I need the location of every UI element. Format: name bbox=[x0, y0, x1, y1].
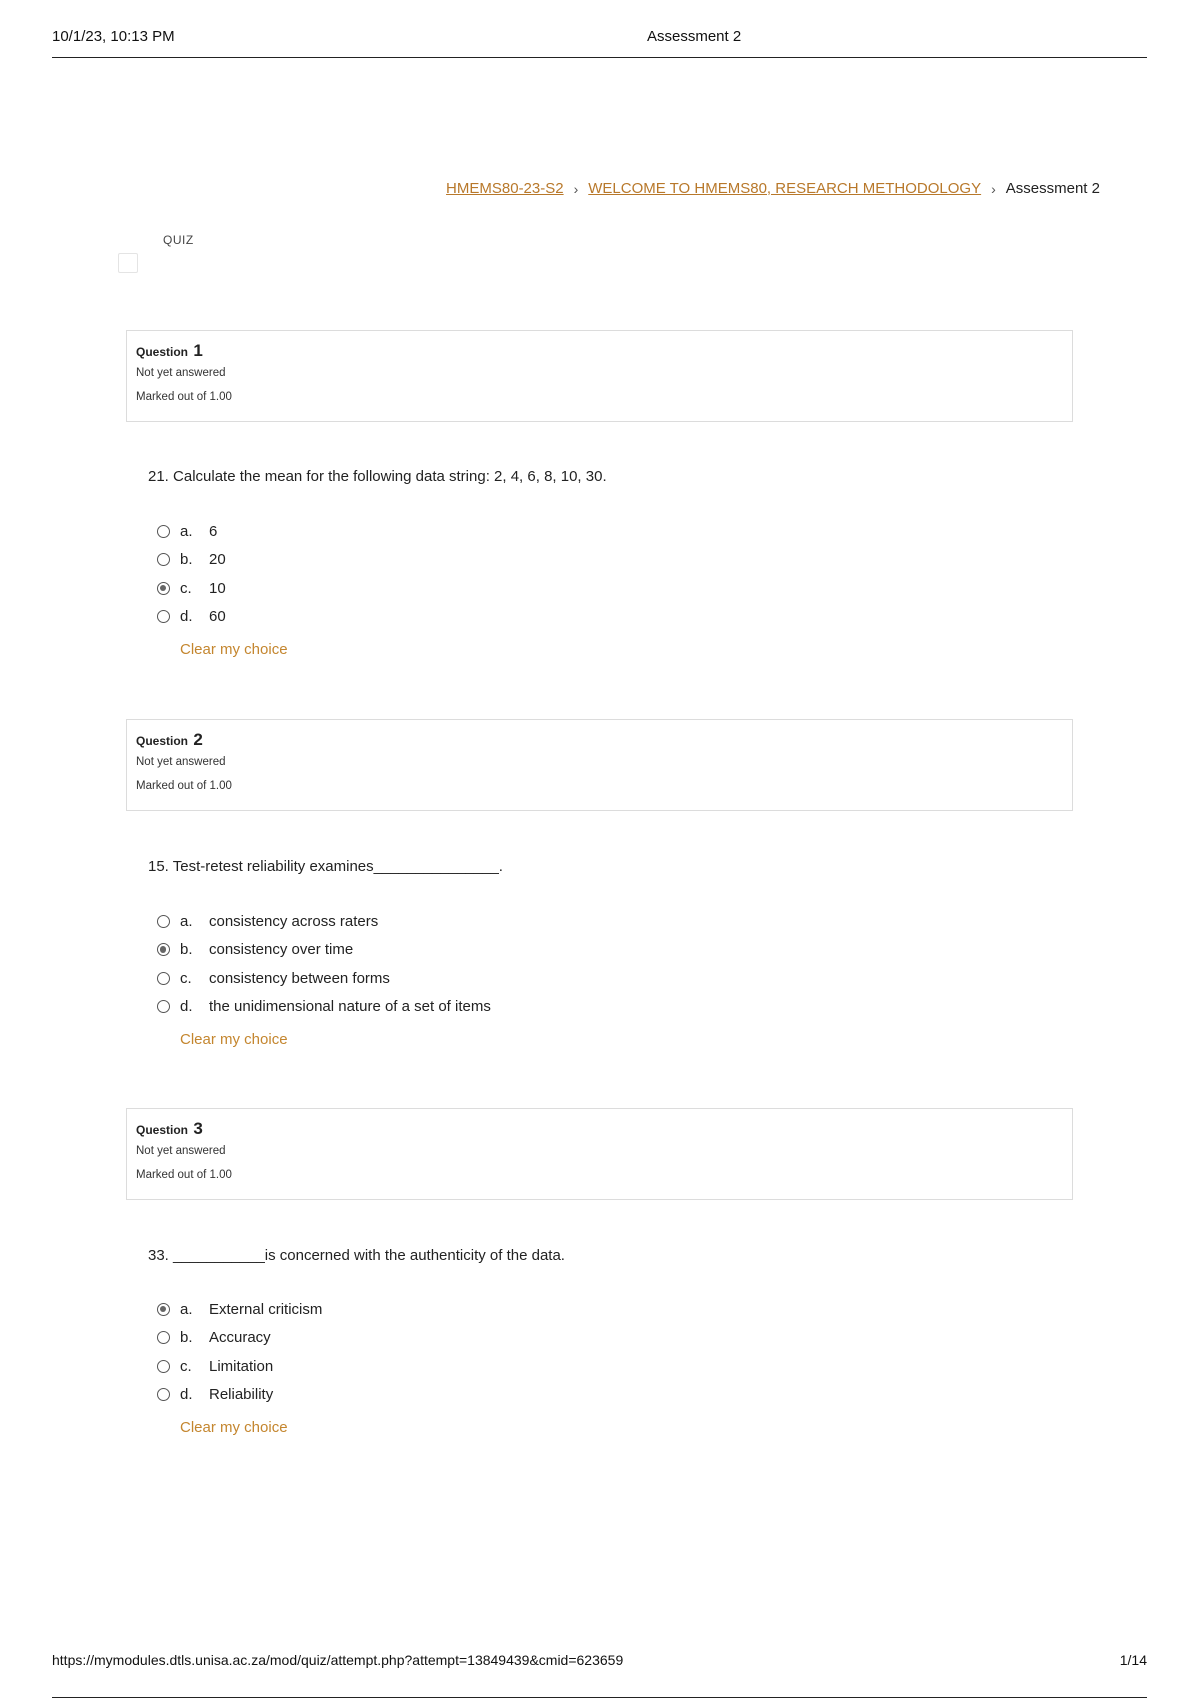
radio-button[interactable] bbox=[157, 1360, 170, 1373]
question-info-1 bbox=[126, 330, 1073, 422]
question-text-2: 15. Test-retest reliability examines_______________. bbox=[148, 858, 503, 875]
answer-letter: b. bbox=[180, 941, 193, 959]
answer-option[interactable] bbox=[157, 964, 491, 993]
clear-choice-link-2[interactable]: Clear my choice bbox=[180, 1031, 288, 1048]
quiz-icon bbox=[118, 253, 138, 273]
question-grade: Marked out of 1.00 bbox=[136, 780, 232, 792]
radio-button[interactable] bbox=[157, 610, 170, 623]
answer-label: the unidimensional nature of a set of items bbox=[209, 998, 491, 1016]
radio-button[interactable] bbox=[157, 525, 170, 538]
print-url: https://mymodules.dtls.unisa.ac.za/mod/quiz/attempt.php?attempt=13849439&cmid=623659 bbox=[52, 1652, 624, 1668]
answer-list-3 bbox=[157, 1295, 322, 1409]
answer-letter: d. bbox=[180, 1386, 193, 1404]
answer-label: 20 bbox=[209, 551, 226, 569]
question-text-3: 33. ___________is concerned with the authenticity of the data. bbox=[148, 1247, 565, 1264]
answer-letter: d. bbox=[180, 998, 193, 1016]
breadcrumb-link-course[interactable]: HMEMS80-23-S2 bbox=[446, 180, 564, 197]
radio-button-selected[interactable] bbox=[157, 943, 170, 956]
answer-option[interactable] bbox=[157, 517, 226, 546]
answer-label: 6 bbox=[209, 522, 218, 540]
answer-letter: c. bbox=[180, 969, 192, 987]
answer-label: consistency between forms bbox=[209, 969, 390, 987]
print-header bbox=[52, 27, 1147, 58]
breadcrumb-current: Assessment 2 bbox=[1005, 180, 1100, 197]
breadcrumb-chevron-right-icon: › bbox=[991, 180, 996, 197]
clear-choice-link-3[interactable]: Clear my choice bbox=[180, 1419, 288, 1436]
radio-button[interactable] bbox=[157, 972, 170, 985]
answer-option[interactable] bbox=[157, 907, 491, 936]
answer-option[interactable] bbox=[157, 936, 491, 965]
clear-choice-link-1[interactable]: Clear my choice bbox=[180, 641, 288, 658]
answer-label: Reliability bbox=[209, 1386, 274, 1404]
answer-option[interactable] bbox=[157, 574, 226, 603]
answer-label: External criticism bbox=[209, 1300, 323, 1318]
radio-button[interactable] bbox=[157, 1000, 170, 1013]
answer-option[interactable] bbox=[157, 1295, 322, 1324]
answer-list-2 bbox=[157, 907, 491, 1021]
question-number: 2 bbox=[193, 730, 203, 749]
print-page-number: 1/14 bbox=[1119, 1652, 1147, 1668]
print-datetime: 10/1/23, 10:13 PM bbox=[52, 28, 175, 45]
answer-letter: d. bbox=[180, 608, 193, 626]
radio-button[interactable] bbox=[157, 1331, 170, 1344]
question-state: Not yet answered bbox=[136, 756, 226, 768]
activity-type-label: QUIZ bbox=[163, 233, 194, 247]
answer-label: Limitation bbox=[209, 1357, 274, 1375]
answer-letter: a. bbox=[180, 1300, 193, 1318]
answer-label: 10 bbox=[209, 579, 226, 597]
radio-button[interactable] bbox=[157, 1388, 170, 1401]
answer-letter: c. bbox=[180, 1357, 192, 1375]
question-grade: Marked out of 1.00 bbox=[136, 1169, 232, 1181]
answer-label: Accuracy bbox=[209, 1329, 271, 1347]
question-number: 1 bbox=[193, 341, 203, 360]
answer-label: 60 bbox=[209, 608, 226, 626]
print-page-title: Assessment 2 bbox=[647, 28, 742, 45]
radio-button-selected[interactable] bbox=[157, 582, 170, 595]
answer-label: consistency over time bbox=[209, 941, 354, 959]
answer-option[interactable] bbox=[157, 993, 491, 1022]
question-info-3 bbox=[126, 1108, 1073, 1200]
answer-letter: a. bbox=[180, 912, 193, 930]
answer-option[interactable] bbox=[157, 1324, 322, 1353]
answer-letter: a. bbox=[180, 522, 193, 540]
answer-option[interactable] bbox=[157, 603, 226, 632]
answer-letter: c. bbox=[180, 579, 192, 597]
question-state: Not yet answered bbox=[136, 1145, 226, 1157]
answer-option[interactable] bbox=[157, 546, 226, 575]
question-grade: Marked out of 1.00 bbox=[136, 391, 232, 403]
question-info-2 bbox=[126, 719, 1073, 811]
radio-button[interactable] bbox=[157, 915, 170, 928]
answer-option[interactable] bbox=[157, 1381, 322, 1410]
answer-label: consistency across raters bbox=[209, 912, 379, 930]
answer-list-1 bbox=[157, 517, 226, 631]
breadcrumb-link-welcome[interactable]: WELCOME TO HMEMS80, RESEARCH METHODOLOGY bbox=[588, 180, 982, 197]
radio-button-selected[interactable] bbox=[157, 1303, 170, 1316]
question-title: Question 1 bbox=[136, 341, 203, 360]
answer-letter: b. bbox=[180, 551, 193, 569]
breadcrumb-chevron-right-icon: › bbox=[573, 180, 579, 197]
answer-option[interactable] bbox=[157, 1352, 322, 1381]
radio-button[interactable] bbox=[157, 553, 170, 566]
answer-letter: b. bbox=[180, 1329, 193, 1347]
question-state: Not yet answered bbox=[136, 367, 226, 379]
question-text-1: 21. Calculate the mean for the following data string: 2, 4, 6, 8, 10, 30. bbox=[148, 468, 607, 485]
breadcrumb bbox=[446, 180, 1100, 197]
print-footer bbox=[52, 1652, 1147, 1698]
question-title: Question 2 bbox=[136, 730, 203, 749]
question-number: 3 bbox=[193, 1119, 203, 1138]
question-title: Question 3 bbox=[136, 1119, 203, 1138]
